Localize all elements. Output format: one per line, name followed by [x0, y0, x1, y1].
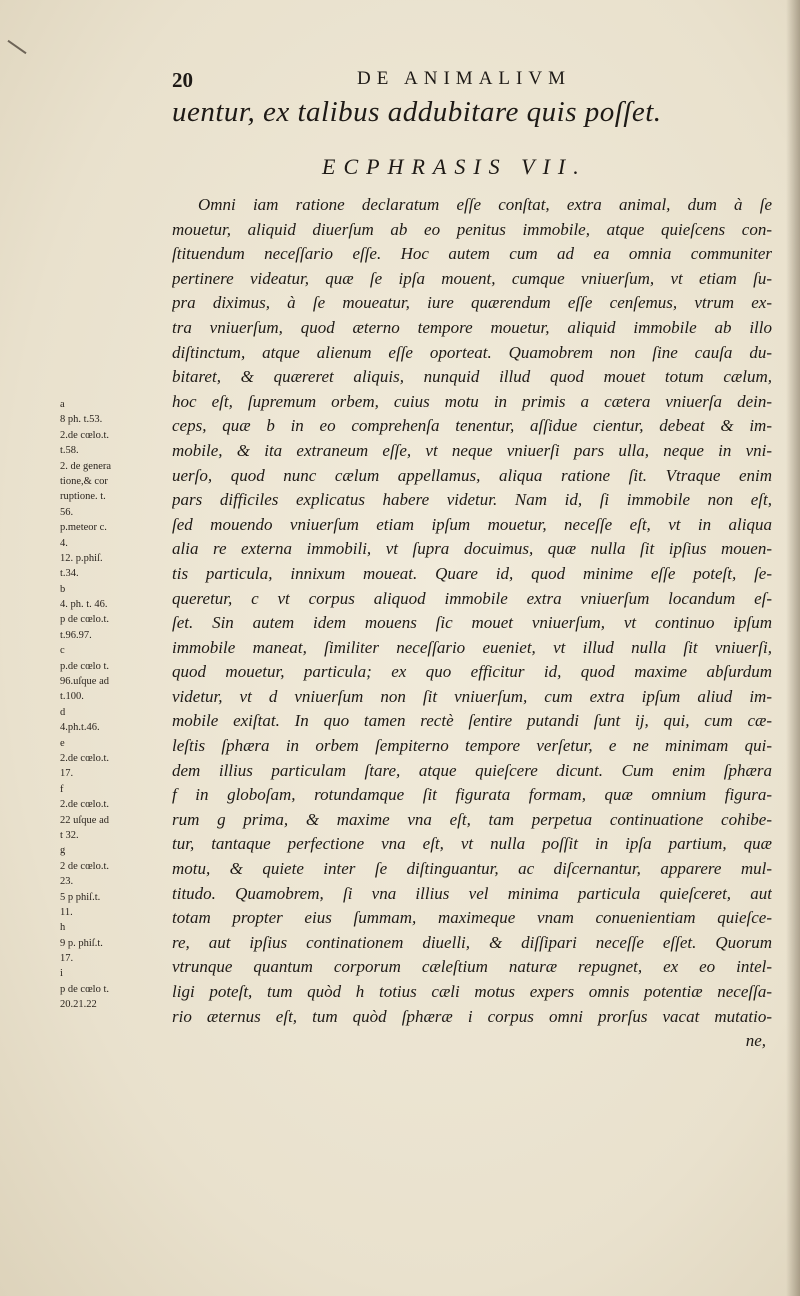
body-line: ne,: [745, 1031, 766, 1051]
marginal-note: 2.de cœlo.t.: [60, 752, 109, 764]
body-line: rum g prima, & maxime vna eſt, tam perpetua continuatione cohibe-: [172, 809, 772, 829]
marginal-note: t 32.: [60, 829, 79, 841]
marginal-note: 4.: [60, 537, 68, 549]
marginal-note: 5 p phiſ.t.: [60, 891, 101, 903]
body-line: motu, & quiete inter ſe diſtinguantur, ac diſcernantur, apparere mul-: [172, 859, 772, 879]
body-line: mouetur, aliquid diuerſum ab eo penitus immobile, atque quieſcens con-: [172, 219, 772, 239]
page-corner-mark: [7, 40, 26, 54]
marginal-note: 2. de genera: [60, 460, 112, 472]
body-line: titudo. Quamobrem, ſi vna illius vel minima particula quieſceret, aut: [172, 883, 772, 903]
body-line: ſtituendum neceſſario eſſe. Hoc autem cum ad ea omnia communiter: [172, 244, 772, 264]
marginal-note: 12. p.phiſ.: [60, 552, 103, 564]
body-line: mobile exiſtat. In quo tamen rectè ſentire putandi ſunt ij, qui, cum cæ-: [172, 711, 772, 731]
page-header: [172, 68, 732, 92]
body-line: queretur, c vt corpus aliquod immobile extra vniuerſum locandum eſ-: [172, 588, 772, 608]
marginal-note: t.100.: [60, 691, 84, 703]
body-line: tur, tantaque perfectione vna eſt, vt nulla poſſit in ipſa partium, quæ: [172, 834, 772, 854]
marginal-note: 22 uſque ad: [60, 814, 109, 826]
marginal-note: f: [60, 783, 64, 795]
marginal-note: g: [60, 845, 66, 857]
body-line: pertinere videatur, quæ ſe ipſa mouent, cumque vniuerſum, vt etiam ſu-: [172, 268, 772, 288]
marginal-note: b: [60, 583, 66, 595]
body-text: [172, 193, 772, 1054]
body-line: pars difficiles explicatus habere videtur. Nam id, ſi immobile non eſt,: [172, 490, 772, 510]
body-line: leſtis ſphæra in orbem ſempiterno tempore verſetur, e ne minimam qui-: [172, 736, 772, 756]
marginal-note: 4.ph.t.46.: [60, 722, 100, 734]
body-line: pra diximus, à ſe moueatur, iure quærendum eſſe cenſemus, vtrum ex-: [172, 293, 772, 313]
body-line: diſtinctum, atque alienum eſſe oporteat. Quamobrem non ſine cauſa du-: [172, 342, 772, 362]
marginal-note: t.34.: [60, 568, 79, 580]
body-line: tra vniuerſum, quod æterno tempore mouetur, aliquid immobile ab illo: [172, 317, 772, 337]
section-heading: ECPHRASIS VII.: [322, 154, 587, 179]
marginal-note: 17.: [60, 768, 74, 780]
running-title: DE ANIMALIVM: [357, 68, 571, 89]
body-line: f in globoſam, rotundamque ſit figurata formam, quæ omnium figura-: [172, 785, 772, 805]
marginal-note: 9 p. phiſ.t.: [60, 937, 103, 949]
marginal-note: p.meteor c.: [60, 522, 107, 534]
marginal-note: p de cœlo t.: [60, 983, 109, 995]
body-line: tis particula, innixum moueat. Quare id, quod minime eſſe poteſt, ſe-: [172, 563, 772, 583]
body-line: quod mouetur, particula; ex quo efficitur id, quod maxime abſurdum: [172, 662, 772, 682]
body-line: vtrunque quantum corporum cæleſtium naturæ repugnet, ex eo intel-: [172, 957, 772, 977]
marginal-note: 20.21.22: [60, 999, 97, 1011]
page-number: 20: [172, 68, 193, 92]
marginal-note: 4. ph. t. 46.: [60, 599, 108, 611]
marginal-note: h: [60, 922, 66, 934]
body-line: videtur, vt d vniuerſum non ſit vniuerſum, cum extra ipſum aliud im-: [172, 686, 772, 706]
marginal-note: c: [60, 645, 65, 657]
marginal-note: 2.de cœlo.t.: [60, 799, 109, 811]
body-line: ligi poteſt, tum quòd h totius cæli motus expers omnis potentiæ neceſſa-: [172, 982, 772, 1001]
body-line: ſet. Sin autem idem mouens ſic mouet vniuerſum, vt continuo ipſum: [172, 613, 772, 633]
marginal-note: a: [60, 399, 65, 410]
body-line: mobile, & ita extraneum eſſe, vt neque vniuerſi pars ulla, neque in vni-: [172, 440, 772, 460]
body-line: Omni iam ratione declaratum eſſe conſtat, extra animal, dum à ſe: [198, 195, 772, 214]
body-line: ſed mouendo vniuerſum etiam ipſum mouetur, neceſſe eſt, vt in aliqua: [172, 514, 772, 534]
marginal-note: ruptione. t.: [60, 491, 106, 503]
marginal-note: t.96.97.: [60, 629, 92, 641]
body-line: totam propter eius ſummam, maximeque vnam conuenientiam quieſce-: [172, 908, 772, 928]
marginal-notes: [60, 397, 168, 1013]
marginal-note: 2.de cœlo.t.: [60, 429, 109, 441]
marginal-note: 17.: [60, 953, 74, 965]
marginal-note: 23.: [60, 876, 74, 888]
body-line: rio æternus eſt, tum quòd ſphæræ i corpus omni prorſus vacat mutatio-: [172, 1006, 772, 1026]
marginal-note: tione,& cor: [60, 475, 108, 487]
marginal-note: t.58.: [60, 445, 79, 457]
marginal-note: 8 ph. t.53.: [60, 414, 103, 426]
body-line: dem illius particulam ſtare, atque quieſcere dicunt. Cum enim ſphæra: [172, 760, 772, 780]
marginal-note: p.de cœlo t.: [60, 660, 109, 672]
body-line: immobile maneat, ſimiliter neceſſario eueniet, vt illud nulla ſit vniuerſi,: [172, 637, 772, 657]
marginal-note: p de cœlo.t.: [60, 614, 109, 626]
body-line: bitaret, & quæreret aliquis, nunquid illud quod mouet totum cælum,: [172, 367, 772, 387]
marginal-note: 2 de cœlo.t.: [60, 860, 109, 872]
marginal-note: 56.: [60, 506, 74, 518]
body-line: alia re externa immobili, vt ſupra docuimus, quæ nulla ſit ipſius mouen-: [172, 539, 772, 559]
marginal-note: i: [60, 968, 63, 980]
marginal-note: 11.: [60, 906, 73, 918]
marginal-note: 96.uſque ad: [60, 676, 109, 688]
body-line: uerſo, quod nunc cælum appellamus, aliqua ratione ſit. Vtraque enim: [172, 465, 772, 485]
body-line: hoc eſt, ſupremum orbem, cuius motu in primis a cætera vniuerſa dein-: [172, 391, 772, 411]
catchline: uentur, ex talibus addubitare quis poſſet.: [172, 96, 662, 128]
page-gutter-shadow: [786, 0, 800, 1296]
body-line: ceps, quæ b in eo comprehenſa tenentur, aſſidue cientur, debeat & im-: [172, 416, 772, 436]
marginal-note: e: [60, 737, 65, 749]
body-line: re, aut ipſius continationem diuelli, & diſſipari neceſſe eſſet. Quorum: [172, 932, 772, 952]
marginal-note: d: [60, 706, 66, 718]
